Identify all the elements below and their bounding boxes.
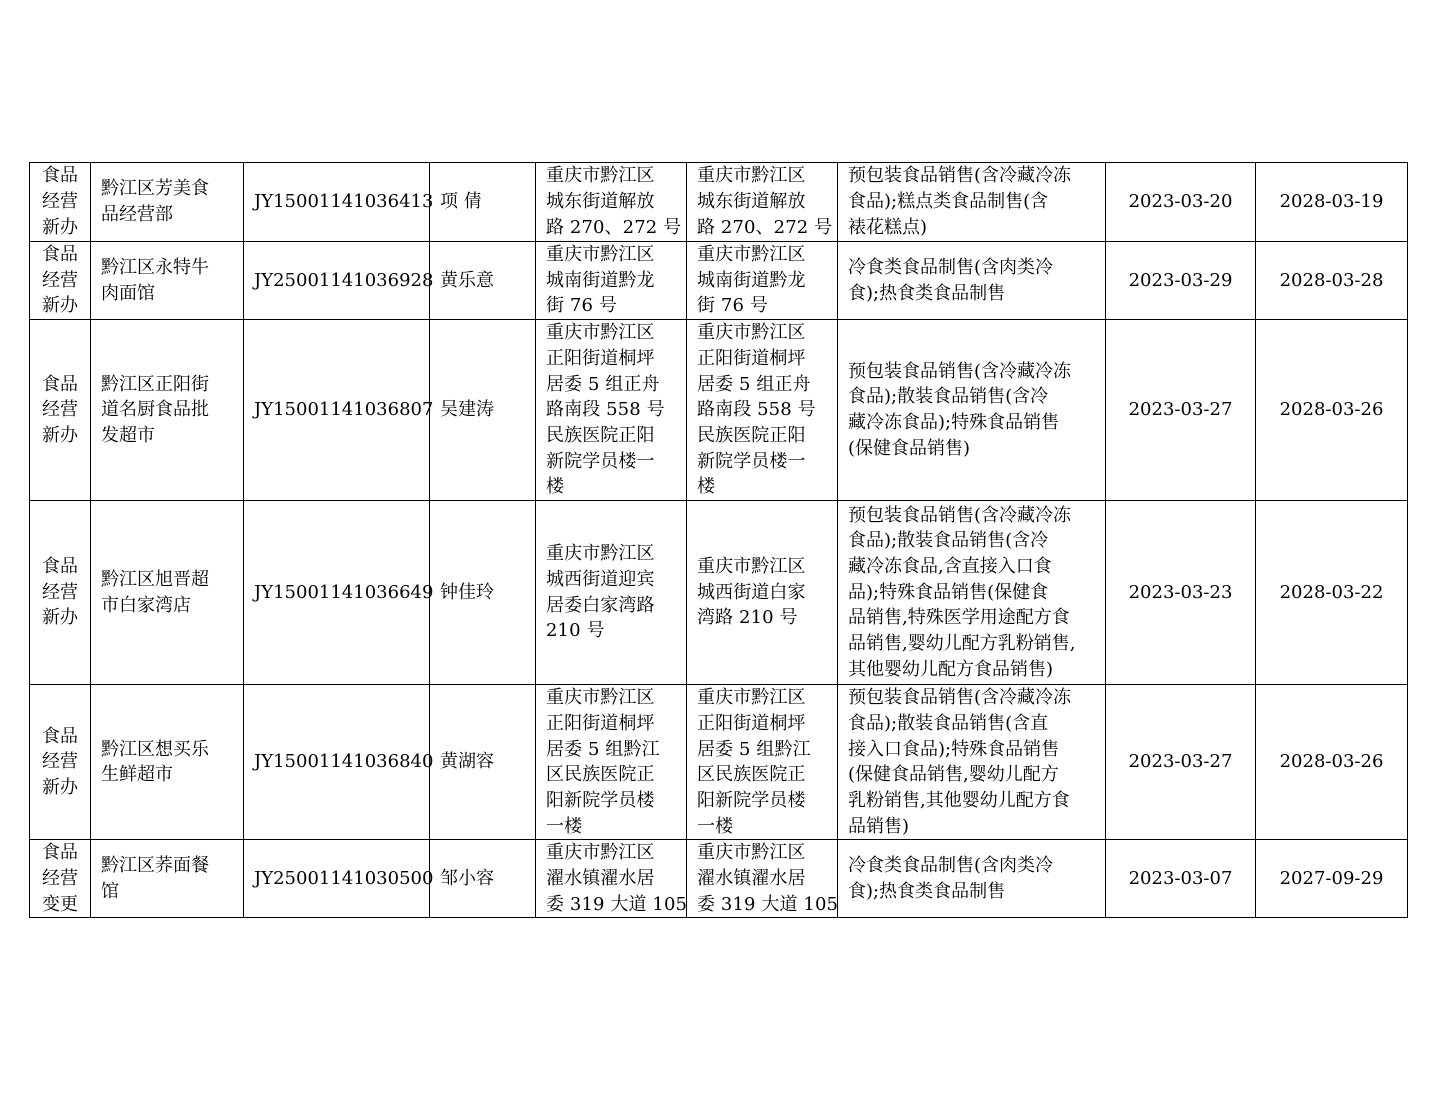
business-scope-line: 预包装食品销售(含冷藏冷冻 [848,687,1072,709]
expiry-date-text: 2028-03-28 [1279,269,1384,291]
business-name-line: 黔江区永特牛 [101,256,209,278]
business-scope-cell [838,685,1106,840]
business-scope-line: 品销售,特殊医学用途配方食 [848,607,1070,629]
business-name-cell [91,242,244,320]
residence-address-line: 210 号 [546,620,605,642]
expiry-date-text: 2028-03-26 [1279,751,1384,773]
residence-address-line: 重庆市黔江区 [546,244,655,265]
application-type-line: 食品 [42,556,78,578]
residence-address-line: 区民族医院正 [546,764,655,786]
application-type-cell [30,242,91,320]
license-number-text: JY15001141036413 [254,191,434,213]
application-type-cell [30,163,91,242]
business-scope-line: 裱花糕点) [848,216,928,238]
issue-date-cell [1106,242,1256,320]
business-name-line: 黔江区正阳街 [101,373,209,395]
residence-address-line: 城西街道迎宾 [546,568,655,590]
application-type-line: 食品 [42,165,78,187]
license-number-text: JY25001141036928 [254,269,434,291]
business-address-line: 重庆市黔江区 [697,322,806,344]
application-type-line: 新办 [42,607,78,629]
table-row [30,320,1408,501]
business-address-line: 居委 5 组黔江 [697,738,811,760]
business-address-line: 区民族医院正 [697,764,806,786]
business-scope-line: 品销售,婴幼儿配方乳粉销售, [848,633,1076,655]
license-number-cell [244,685,434,840]
residence-address-line: 委 319 大道 105 [546,893,688,915]
legal-representative-cell [430,242,536,320]
residence-address-line: 路 270、272 号 [546,216,682,238]
application-type-line: 新办 [42,295,78,317]
business-scope-line: (保健食品销售,婴幼儿配方 [848,764,1059,786]
business-scope-line: 品);特殊食品销售(保健食 [848,581,1049,603]
business-scope-line: 食);热食类食品制售 [848,282,1006,304]
application-type-line: 经营 [42,191,78,213]
residence-address-line: 街 76 号 [546,295,617,317]
business-address-line: 居委 5 组正舟 [697,373,811,395]
business-name-cell [91,320,244,501]
application-type-cell [30,685,91,840]
business-scope-line: 乳粉销售,其他婴幼儿配方食 [848,789,1070,811]
business-scope-cell [838,840,1106,918]
application-type-line: 食品 [42,373,78,395]
application-type-line: 食品 [42,842,78,864]
legal-representative-cell [430,685,536,840]
business-name-cell [91,685,244,840]
business-address-line: 路南段 558 号 [697,399,816,421]
residence-address-line: 居委 5 组正舟 [546,373,660,395]
residence-address-line: 楼 [546,476,565,498]
residence-address-cell [536,320,687,501]
table-row [30,242,1408,320]
business-scope-line: 其他婴幼儿配方食品销售) [848,658,1054,680]
business-address-line: 委 319 大道 105 [697,893,839,915]
business-scope-line: 冷食类食品制售(含肉类冷 [848,256,1054,278]
application-type-cell [30,501,91,685]
issue-date-text: 2023-03-27 [1128,751,1233,773]
residence-address-line: 濯水镇濯水居 [546,868,655,890]
residence-address-line: 路南段 558 号 [546,399,665,421]
business-scope-cell [838,242,1106,320]
license-number-text: JY15001141036649 [254,581,434,603]
legal-representative-cell [430,163,536,242]
issue-date-text: 2023-03-23 [1128,581,1233,603]
residence-address-line: 阳新院学员楼 [546,789,655,811]
business-address-line: 濯水镇濯水居 [697,868,806,890]
business-scope-line: 食品);散装食品销售(含冷 [848,386,1049,408]
license-number-cell [244,163,434,242]
residence-address-line: 正阳街道桐坪 [546,712,655,734]
business-scope-line: (保健食品销售) [848,437,971,459]
business-scope-line: 食);热食类食品制售 [848,880,1006,902]
license-number-text: JY15001141036840 [254,751,434,773]
legal-representative-text: 邹小容 [440,868,494,890]
business-name-line: 黔江区旭晋超 [101,568,209,590]
application-type-line: 经营 [42,581,78,603]
business-scope-line: 预包装食品销售(含冷藏冷冻 [848,360,1072,382]
residence-address-cell [536,163,687,242]
business-address-line: 新院学员楼一 [697,450,806,472]
residence-address-line: 重庆市黔江区 [546,543,655,565]
expiry-date-cell [1256,840,1408,918]
business-name-line: 黔江区芳美食 [101,178,209,200]
business-name-cell [91,501,244,685]
legal-representative-text: 钟佳玲 [440,581,494,603]
business-address-line: 一楼 [697,815,734,837]
business-scope-cell [838,320,1106,501]
residence-address-cell [536,840,687,918]
residence-address-cell [536,501,687,685]
legal-representative-text: 黄乐意 [440,269,494,291]
expiry-date-text: 2028-03-26 [1279,399,1384,421]
business-scope-line: 食品);糕点类食品制售(含 [848,191,1049,213]
business-scope-cell [838,163,1106,242]
legal-representative-text: 黄湖容 [440,751,494,773]
business-scope-cell [838,501,1106,685]
residence-address-line: 重庆市黔江区 [546,842,655,864]
legal-representative-text: 吴建涛 [440,399,494,421]
license-number-cell [244,242,434,320]
business-name-line: 道名厨食品批 [101,399,209,421]
residence-address-line: 城南街道黔龙 [546,269,655,291]
expiry-date-cell [1256,501,1408,685]
issue-date-cell [1106,685,1256,840]
issue-date-cell [1106,501,1256,685]
business-address-cell [687,163,838,242]
expiry-date-text: 2027-09-29 [1279,868,1384,890]
legal-representative-cell [430,501,536,685]
issue-date-text: 2023-03-29 [1128,269,1233,291]
business-address-cell [687,501,838,685]
license-number-cell [244,320,434,501]
business-address-line: 正阳街道桐坪 [697,712,806,734]
business-address-cell [687,242,838,320]
expiry-date-cell [1256,242,1408,320]
business-name-line: 黔江区荞面餐 [101,855,209,877]
business-address-line: 正阳街道桐坪 [697,347,806,369]
issue-date-text: 2023-03-20 [1128,191,1233,213]
application-type-cell [30,840,91,918]
application-type-line: 新办 [42,424,78,446]
issue-date-cell [1106,320,1256,501]
business-scope-line: 藏冷冻食品);特殊食品销售 [848,412,1060,434]
residence-address-line: 民族医院正阳 [546,424,655,446]
business-scope-line: 冷食类食品制售(含肉类冷 [848,855,1054,877]
legal-representative-cell [430,320,536,501]
business-scope-line: 品销售) [848,815,910,837]
business-scope-line: 接入口食品);特殊食品销售 [848,738,1060,760]
business-name-line: 馆 [101,880,119,902]
application-type-cell [30,320,91,501]
issue-date-cell [1106,163,1256,242]
business-scope-line: 预包装食品销售(含冷藏冷冻 [848,504,1072,526]
business-address-line: 重庆市黔江区 [697,244,806,265]
table-row [30,840,1408,918]
legal-representative-text: 项 倩 [440,191,482,213]
expiry-date-text: 2028-03-19 [1279,191,1384,213]
license-number-text: JY15001141036807 [254,399,434,421]
application-type-line: 经营 [42,751,78,773]
table-row [30,163,1408,242]
business-name-line: 黔江区想买乐 [101,738,209,760]
issue-date-cell [1106,840,1256,918]
residence-address-line: 正阳街道桐坪 [546,347,655,369]
residence-address-line: 居委白家湾路 [546,594,655,616]
legal-representative-cell [430,840,536,918]
business-name-line: 生鲜超市 [101,764,173,786]
business-address-line: 重庆市黔江区 [697,556,806,578]
business-address-cell [687,840,838,918]
license-number-cell [244,840,434,918]
business-address-line: 楼 [697,476,716,498]
business-address-line: 湾路 210 号 [697,607,798,629]
business-address-line: 路 270、272 号 [697,216,833,238]
residence-address-line: 重庆市黔江区 [546,687,655,709]
business-scope-line: 食品);散装食品销售(含直 [848,712,1049,734]
table-row [30,685,1408,840]
application-type-line: 经营 [42,269,78,291]
business-address-line: 民族医院正阳 [697,424,806,446]
residence-address-line: 重庆市黔江区 [546,165,655,187]
residence-address-line: 城东街道解放 [546,191,655,213]
business-scope-line: 藏冷冻食品,含直接入口食 [848,556,1052,578]
business-address-line: 重庆市黔江区 [697,842,806,864]
application-type-line: 经营 [42,868,78,890]
expiry-date-cell [1256,685,1408,840]
application-type-line: 经营 [42,399,78,421]
business-name-line: 肉面馆 [101,282,155,304]
expiry-date-text: 2028-03-22 [1279,581,1384,603]
application-type-line: 变更 [42,893,78,915]
business-address-line: 重庆市黔江区 [697,687,806,709]
residence-address-line: 新院学员楼一 [546,450,655,472]
business-name-line: 发超市 [101,424,155,446]
business-address-line: 阳新院学员楼 [697,789,806,811]
residence-address-line: 一楼 [546,815,583,837]
business-address-line: 城西街道白家 [697,581,806,603]
issue-date-text: 2023-03-07 [1128,868,1233,890]
expiry-date-cell [1256,320,1408,501]
business-name-cell [91,840,244,918]
business-address-line: 城南街道黔龙 [697,269,806,291]
business-name-line: 市白家湾店 [101,594,191,616]
records-table [29,162,1408,918]
business-address-cell [687,320,838,501]
expiry-date-cell [1256,163,1408,242]
business-name-cell [91,163,244,242]
application-type-line: 新办 [42,216,78,238]
license-number-cell [244,501,434,685]
application-type-line: 食品 [42,244,78,265]
business-address-line: 重庆市黔江区 [697,165,806,187]
residence-address-line: 重庆市黔江区 [546,322,655,344]
business-address-cell [687,685,838,840]
business-address-line: 城东街道解放 [697,191,806,213]
business-scope-line: 食品);散装食品销售(含冷 [848,530,1049,552]
table-body [30,163,1408,918]
business-address-line: 街 76 号 [697,295,768,317]
business-scope-line: 预包装食品销售(含冷藏冷冻 [848,165,1072,187]
business-name-line: 品经营部 [101,204,173,225]
license-number-text: JY25001141030500 [254,868,434,890]
residence-address-line: 居委 5 组黔江 [546,738,660,760]
application-type-line: 食品 [42,725,78,747]
residence-address-cell [536,685,687,840]
issue-date-text: 2023-03-27 [1128,399,1233,421]
residence-address-cell [536,242,687,320]
table-row [30,501,1408,685]
application-type-line: 新办 [42,777,78,799]
